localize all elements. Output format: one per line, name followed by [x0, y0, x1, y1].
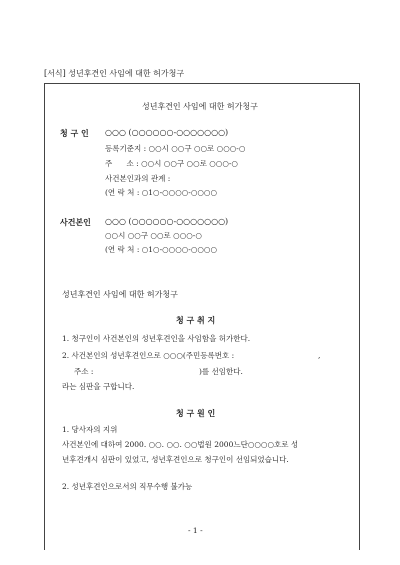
purpose-line-1: 1. 청구인이 사건본인의 성년후견인을 사임함을 허가한다. — [62, 334, 251, 343]
purpose-line-3-appoint: )를 선임한다. — [199, 367, 243, 376]
claimant-relation: 사건본인과의 관계 : — [105, 174, 171, 183]
cause-heading: 청 구 원 인 — [176, 408, 216, 418]
document-subtitle: 성년후견인 사임에 대한 허가청구 — [62, 290, 178, 299]
cause-paragraph-line-2: 년후견개시 심판이 있었고, 성년후견인으로 청구인이 선임되었습니다. — [62, 455, 289, 464]
header-caption: [서식] 성년후견인 사임에 대한 허가청구 — [44, 69, 185, 78]
purpose-line-4: 라는 심판을 구합니다. — [62, 382, 135, 391]
purpose-line-3-address: 주소 : — [74, 367, 94, 376]
claimant-contact: (연 락 처 : ○1○-○○○○-○○○○ — [105, 188, 218, 197]
subject-address: ○○시 ○○구 ○○로 ○○○-○ — [105, 231, 202, 240]
cause-item-1: 1. 당사자의 지위 — [62, 425, 118, 434]
purpose-heading: 청 구 취 지 — [176, 315, 216, 325]
subject-contact: (연 락 처 : ○1○-○○○○-○○○○ — [105, 245, 218, 254]
cause-paragraph-line-1: 사건본인에 대하여 2000. ○○. ○○. ○○법원 2000느단○○○○호로 성 — [62, 440, 299, 449]
page-number: - 1 - — [188, 526, 203, 535]
subject-name: ○○○ (○○○○○○-○○○○○○○) — [105, 217, 229, 226]
subject-label: 사건본인 — [60, 217, 91, 227]
cause-item-2: 2. 성년후견인으로서의 직무수행 불가능 — [62, 482, 193, 491]
claimant-label: 청 구 인 — [60, 128, 89, 138]
purpose-line-2-comma: , — [318, 351, 321, 360]
claimant-name: ○○○ (○○○○○○-○○○○○○○) — [105, 128, 229, 137]
purpose-line-2: 2. 사건본인의 성년후견인으로 ○○○(주민등록번호 : — [62, 351, 235, 360]
claimant-reg-domicile: 등록기준지 : ○○시 ○○구 ○○로 ○○○-○ — [105, 144, 246, 153]
document-title: 성년후견인 사임에 대한 허가청구 — [142, 102, 258, 111]
claimant-address: 주 소 : ○○시 ○○구 ○○로 ○○○-○ — [105, 159, 238, 168]
